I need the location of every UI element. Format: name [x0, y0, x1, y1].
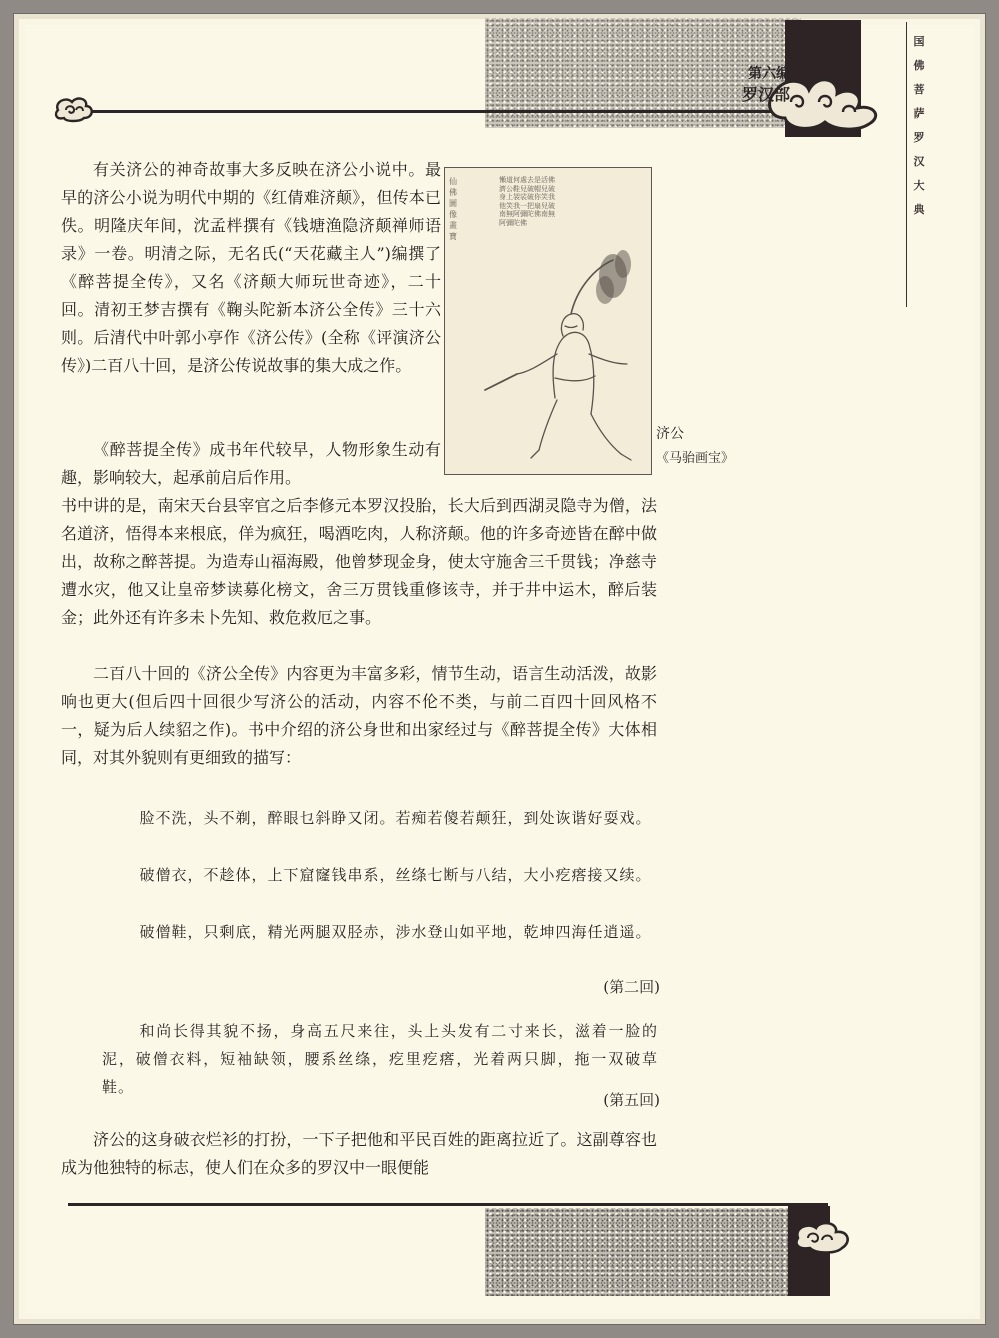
quote-text: 和尚长得其貌不扬，身高五尺来往，头上头发有二寸来长，滋着一脸的泥，破僧衣料，短袖缺领，腰系丝绦，疙里疙瘩，光着两只脚，拖一双破草鞋。	[102, 1022, 658, 1096]
side-title-char: 罗	[913, 131, 925, 144]
paragraph-text: 济公的这身破衣烂衫的打扮，一下子把他和平民百姓的距离拉近了。这副尊容也成为他独特的标志，使人们在众多的罗汉中一眼便能	[61, 1130, 657, 1177]
side-title-char: 菩	[913, 83, 925, 96]
side-title-char: 佛	[913, 59, 925, 72]
footer-rule	[68, 1203, 828, 1206]
part-label: 第六编	[748, 66, 790, 82]
paragraph-4	[61, 1126, 657, 1182]
quote-verse-2	[102, 861, 658, 889]
side-title-char: 国	[913, 35, 925, 48]
paragraph-text: 二百八十回的《济公全传》内容更为丰富多彩，情节生动，语言生动活泼，故影响也更大(但后四十回很少写济公的活动，内容不伦不类，与前二百四十回风格不一，疑为后人续貂之作)。书中介绍的济公身世和出家经过与《醉菩提全传》大体相同，对其外貌则有更细致的描写：	[61, 664, 657, 767]
quote-verse-1	[102, 804, 658, 832]
quote-text: 破僧鞋，只剩底，精光两腿双胫赤，涉水登山如平地，乾坤四海任逍遥。	[139, 923, 652, 941]
citation-chapter-2: (第二回)	[603, 978, 660, 996]
quote-verse-3	[102, 918, 658, 946]
citation-chapter-5: (第五回)	[603, 1091, 660, 1109]
side-rule	[906, 22, 907, 307]
side-title-char: 大	[913, 179, 925, 192]
figure-caption-source: 《马骀画宝》	[656, 451, 735, 466]
inscription-main: 懶道何處去是活佛濟公鞋兒破帽兒破身上袈裟破你笑我他笑我一把扇兒破南無阿彌陀佛南無阿彌陀佛	[499, 176, 555, 227]
book-title-vertical	[908, 30, 930, 222]
section-label: 罗汉部	[741, 85, 790, 104]
cloud-scroll-icon	[52, 92, 96, 124]
quote-text: 破僧衣，不趁体，上下窟窿钱串系，丝绦七断与八结，大小疙瘩接又续。	[139, 866, 652, 884]
paragraph-3	[61, 660, 657, 772]
side-title-char: 萨	[913, 107, 925, 120]
paragraph-2-start	[61, 436, 441, 492]
paragraph-1	[61, 156, 441, 380]
cloud-scroll-icon	[790, 1214, 870, 1258]
side-title-char: 典	[913, 203, 925, 216]
figure-caption-name: 济公	[656, 426, 684, 442]
footer-texture	[485, 1208, 801, 1296]
side-title-char: 汉	[913, 155, 925, 168]
paragraph-text: 书中讲的是，南宋天台县宰官之后李修元本罗汉投胎，长大后到西湖灵隐寺为僧，法名道济，悟得本来根底，佯为疯狂，喝酒吃肉，人称济颠。他的许多奇迹皆在醉中做出，故称之醉菩提。为造寿山福海殿，他曾梦现金身，使太守施舍三千贯钱；净慈寺遭水灾，他又让皇帝梦读募化榜文，舍三万贯钱重修该寺，并于井中运木，醉后装金；此外还有许多未卜先知、救危救厄之事。	[61, 496, 657, 627]
header-rule	[85, 110, 800, 113]
quote-text: 脸不洗，头不剃，醉眼乜斜睁又闭。若痴若傻若颠狂，到处诙谐好耍戏。	[139, 809, 652, 827]
inscription-left: 仙佛圖像畫寶	[449, 177, 457, 241]
paragraph-2-continued	[61, 492, 657, 632]
jigong-illustration	[444, 167, 652, 475]
paragraph-text: 《醉菩提全传》成书年代较早，人物形象生动有趣，影响较大，起承前启后作用。	[61, 440, 441, 487]
paragraph-text: 有关济公的神奇故事大多反映在济公小说中。最早的济公小说为明代中期的《红倩难济颠》，但传本已佚。明隆庆年间，沈孟柈撰有《钱塘渔隐济颠禅师语录》一卷。明清之际，无名氏(“天花藏主人”)编撰了《醉菩提全传》，又名《济颠大师玩世奇迹》，二十回。清初王梦吉撰有《鞠头陀新本济公全传》三十六则。后清代中叶郭小亭作《济公传》(全称《评演济公传》)二百八十回，是济公传说故事的集大成之作。	[61, 160, 441, 375]
